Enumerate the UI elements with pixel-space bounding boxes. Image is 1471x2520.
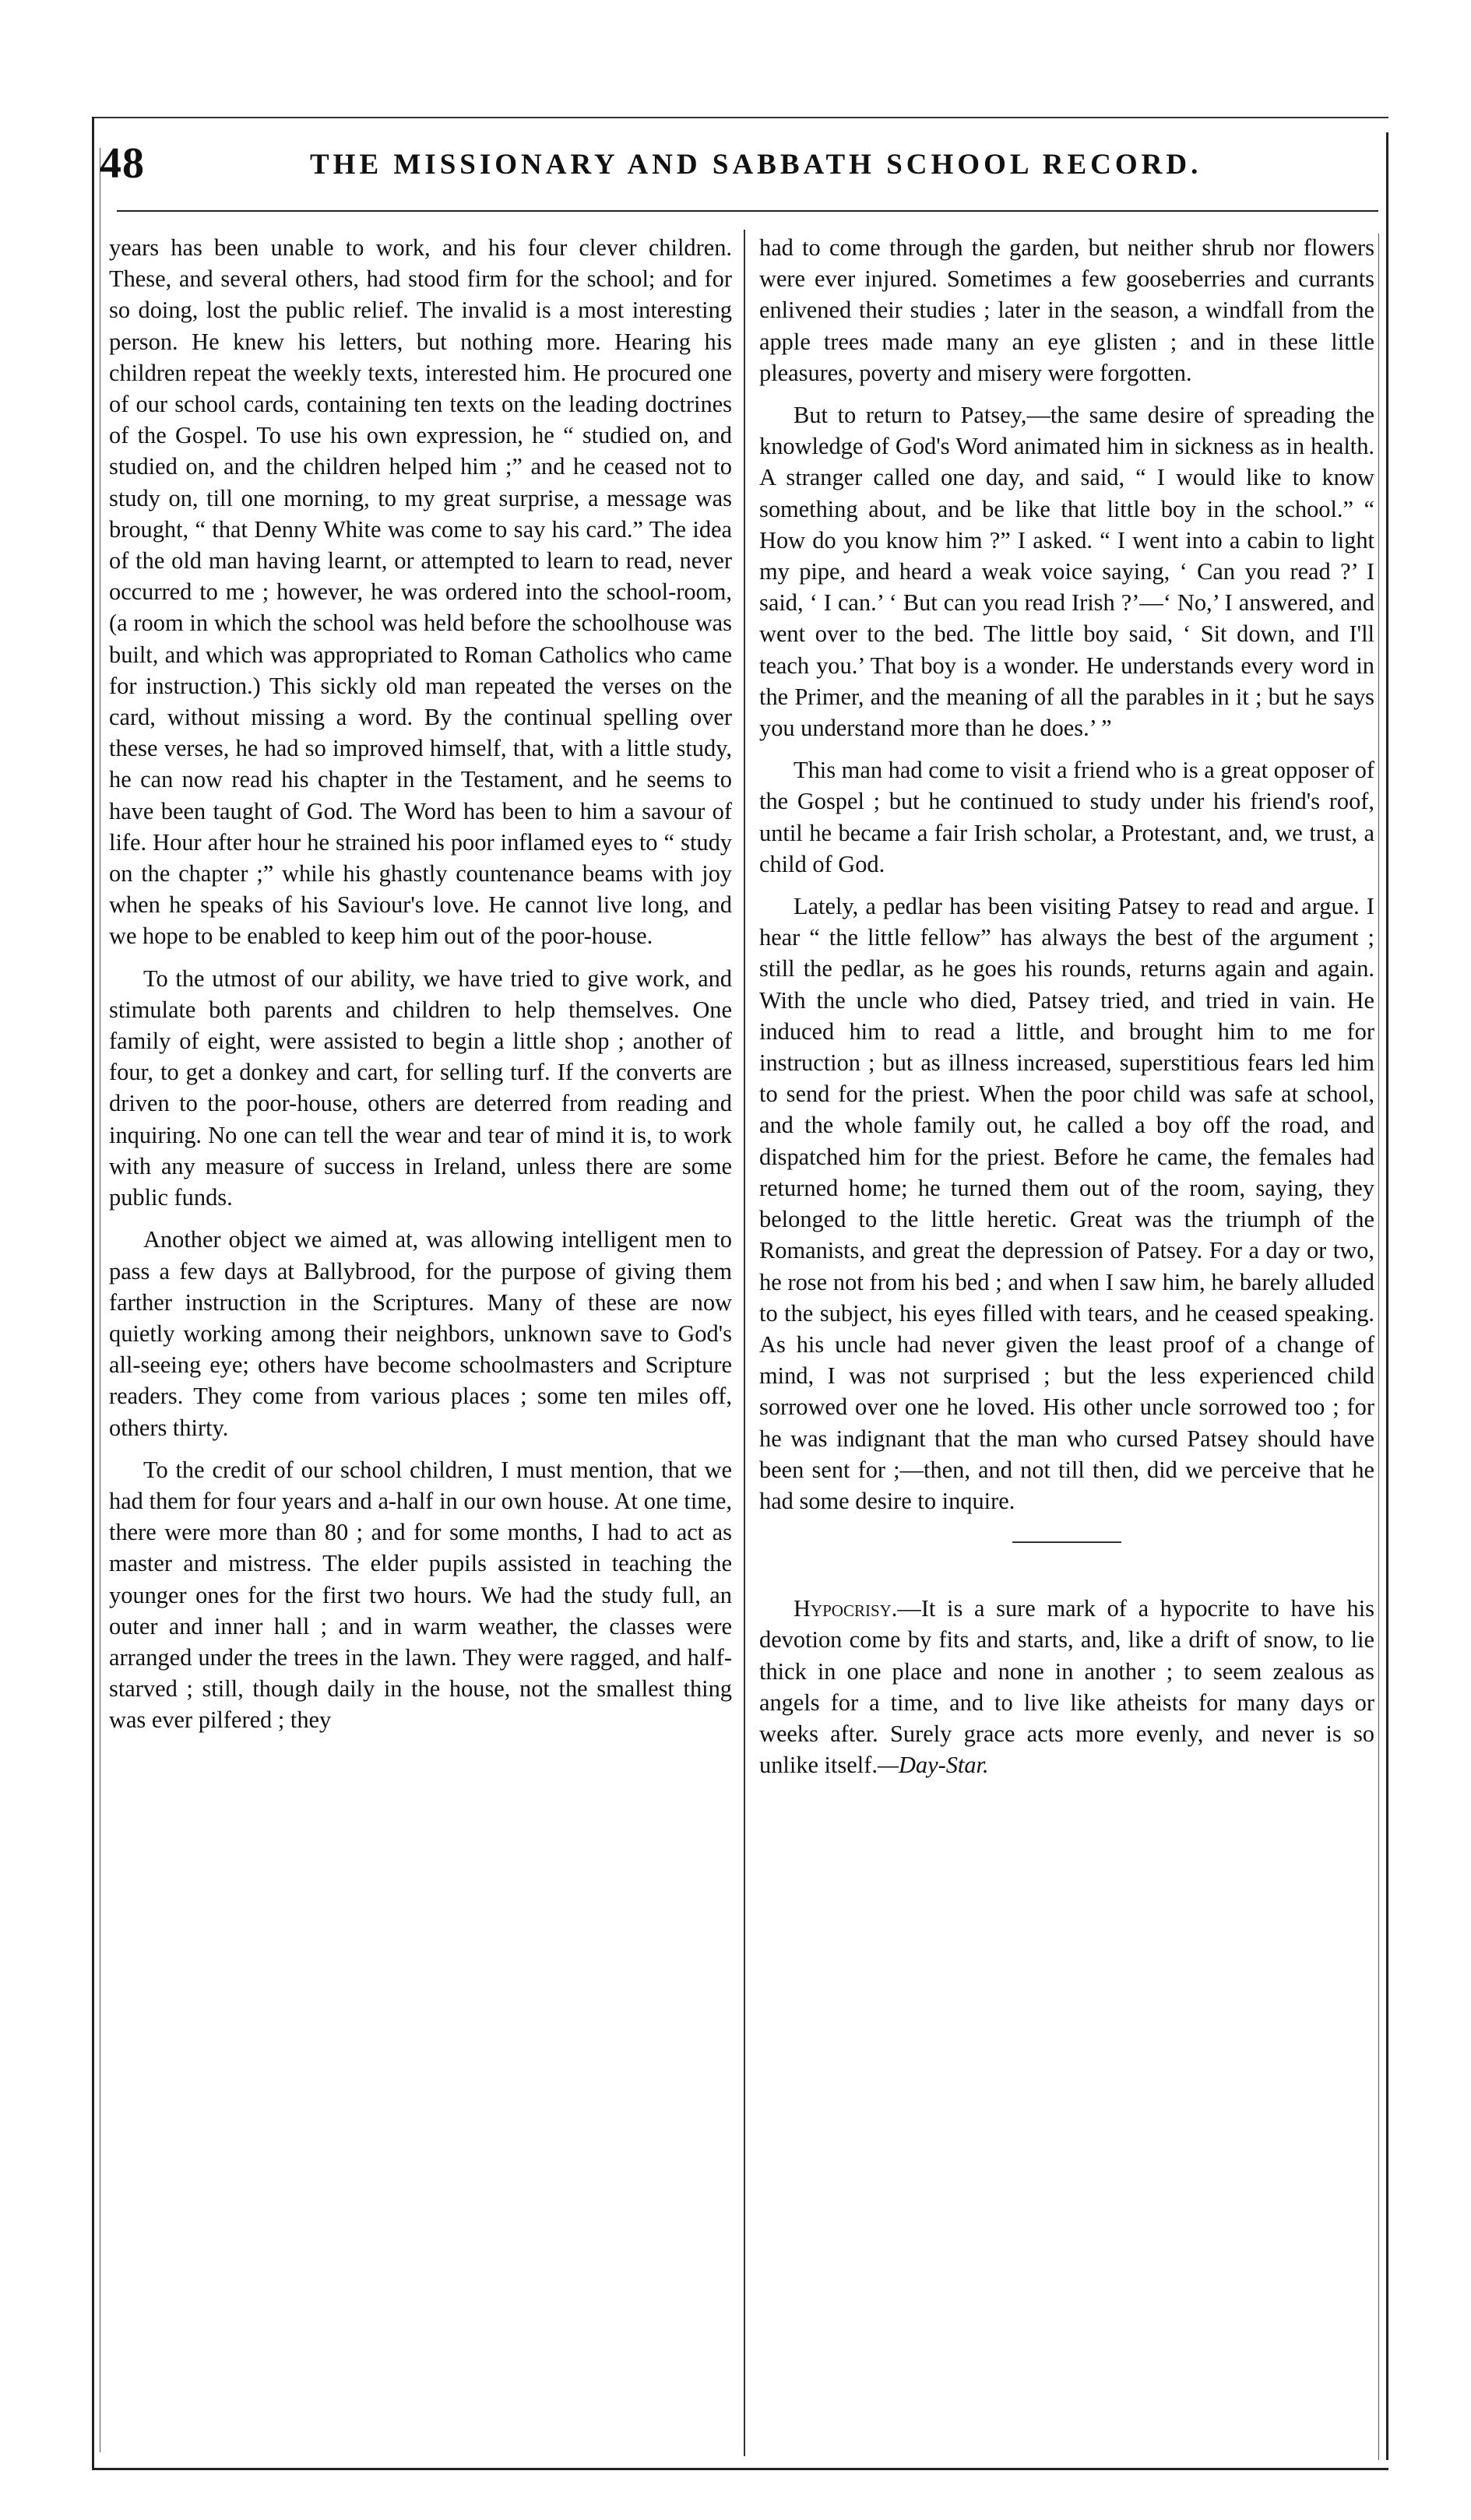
- paragraph: Lately, a pedlar has been visiting Patsey to read and argue. I hear “ the little fellow” has always the best of the argument ; still the pedlar, as he goes his rounds, returns again and again. With the uncle who died, Patsey tried, and tried in vain. He induced him to read a little, and brought him to me for instruction ; but as illness increased, superstitious fears led him to send for the priest. When the poor child was safe at school, and the whole family out, he called a boy off the road, and dispatched him for the priest. Before he came, the females had returned home; he turned them out of the room, saying, they belonged to the little heretic. Great was the triumph of the Romanists, and great the depression of Patsey. For a day or two, he rose not from his bed ; and when I saw him, he barely alluded to the subject, his eyes filled with tears, and he ceased speaking. As his uncle had never given the least proof of a change of mind, I was not surprised ; but the less experienced child sorrowed over one he loved. His other uncle sorrowed too ; for he was indignant that the man who cursed Patsey should have been sent for ;—then, and not till then, did we perceive that he had some desire to inquire.: [759, 893, 1374, 1514]
- left-border: [92, 117, 94, 2468]
- hypocrisy-source: —Day-Star.: [877, 1752, 989, 1779]
- paragraph: To the utmost of our ability, we have tried to give work, and stimulate both parents and children to help themselves. One family of eight, were assisted to begin a little shop ; another of four, to get a donkey and cart, for selling turf. If the converts are driven to the poor-house, others are deterred from reading and inquiring. No one can tell the wear and tear of mind it is, to work with any measure of success in Ireland, unless there are some public funds.: [109, 965, 732, 1211]
- bottom-border-rule: [92, 2468, 1388, 2470]
- page-number: 48: [100, 139, 145, 188]
- paragraph: To the credit of our school children, I must mention, that we had them for four years and a-half in our own house. At one time, there were more than 80 ; and for some months, I had to act as master and mistress. The elder pupils assisted in teaching the younger ones for the first two hours. We had the study full, an outer and inner hall ; and in warm weather, the classes were arranged under the trees in the lawn. They were ragged, and half-starved ; still, though daily in the house, not the smallest thing was ever pilfered ; they: [109, 1456, 732, 1734]
- right-border: [1386, 132, 1388, 2460]
- paragraph: This man had come to visit a friend who is a great opposer of the Gospel ; but he continued to study under his friend's roof, until he became a fair Irish scholar, a Protestant, and, we trust, a child of God.: [759, 757, 1374, 877]
- right-column: [759, 232, 1374, 1780]
- hypocrisy-paragraph: [759, 1593, 1374, 1780]
- top-border-rule: [92, 117, 1388, 118]
- header-rule: [117, 210, 1378, 212]
- paragraph: But to return to Patsey,—the same desire of spreading the knowledge of God's Word animated him in sickness as in health. A stranger called one day, and said, “ I would like to know something about, and be like that little boy in the school.” “ How do you know him ?” I asked. “ I went into a cabin to light my pipe, and heard a weak voice saying, ‘ Can you read ?’ I said, ‘ I can.’ ‘ But can you read Irish ?’—‘ No,’ I answered, and went over to the bed. The little boy said, ‘ Sit down, and I'll teach you.’ That boy is a wonder. He understands every word in the Primer, and the meaning of all the parables in it ; but he says you understand more than he does.’ ”: [759, 402, 1374, 742]
- running-header: [100, 139, 1385, 193]
- paragraph: had to come through the garden, but neither shrub nor flowers were ever injured. Sometimes a few gooseberries and currants enlivened their studies ; later in the season, a windfall from the apple trees made many an eye glisten ; and in these little pleasures, poverty and misery were forgotten.: [759, 234, 1374, 386]
- paragraph: years has been unable to work, and his four clever children. These, and several others, had stood firm for the school; and for so doing, lost the public relief. The invalid is a most interesting person. He knew his letters, but nothing more. Hearing his children repeat the weekly texts, interested him. He procured one of our school cards, containing ten texts on the leading doctrines of the Gospel. To use his own expression, he “ studied on, and studied on, and the children helped him ;” and he ceased not to study on, till one morning, to my great surprise, a message was brought, “ that Denny White was come to say his card.” The idea of the old man having learnt, or attempted to learn to read, never occurred to me ; however, he was ordered into the school-room, (a room in which the school was held before the schoolhouse was built, and which was appropriated to Roman Catholics who came for instruction.) This sickly old man repeated the verses on the card, without missing a word. By the continual spelling over these verses, he had so improved himself, that, with a little study, he can now read his chapter in the Testament, and he seems to have been taught of God. The Word has been to him a savour of life. Hour after hour he strained his poor inflamed eyes to “ study on the chapter ;” while his ghastly countenance beams with joy when he speaks of his Saviour's love. He cannot live long, and we hope to be enabled to keep him out of the poor-house.: [109, 234, 732, 950]
- left-column: [109, 232, 732, 1736]
- hypocrisy-heading: Hypocrisy.: [794, 1595, 898, 1622]
- column-divider: [744, 230, 745, 2456]
- running-title: THE MISSIONARY AND SABBATH SCHOOL RECORD.: [310, 149, 1202, 181]
- right-inner-border: [1378, 234, 1379, 2460]
- hypocrisy-body: —It is a sure mark of a hypocrite to have his devotion come by fits and starts, and, like a drift of snow, to lie thick in one place and none in another ; to seem zealous as angels for a time, and to live like atheists for many days or weeks after. Surely grace acts more evenly, and never is so unlike itself.: [759, 1595, 1374, 1779]
- paragraph: Another object we aimed at, was allowing intelligent men to pass a few days at Ballybrood, for the purpose of giving them farther instruction in the Scriptures. Many of these are now quietly working among their neighbors, unknown save to God's all-seeing eye; others have become schoolmasters and Scripture readers. They come from various places ; some ten miles off, others thirty.: [109, 1226, 732, 1441]
- section-divider: [1012, 1541, 1121, 1543]
